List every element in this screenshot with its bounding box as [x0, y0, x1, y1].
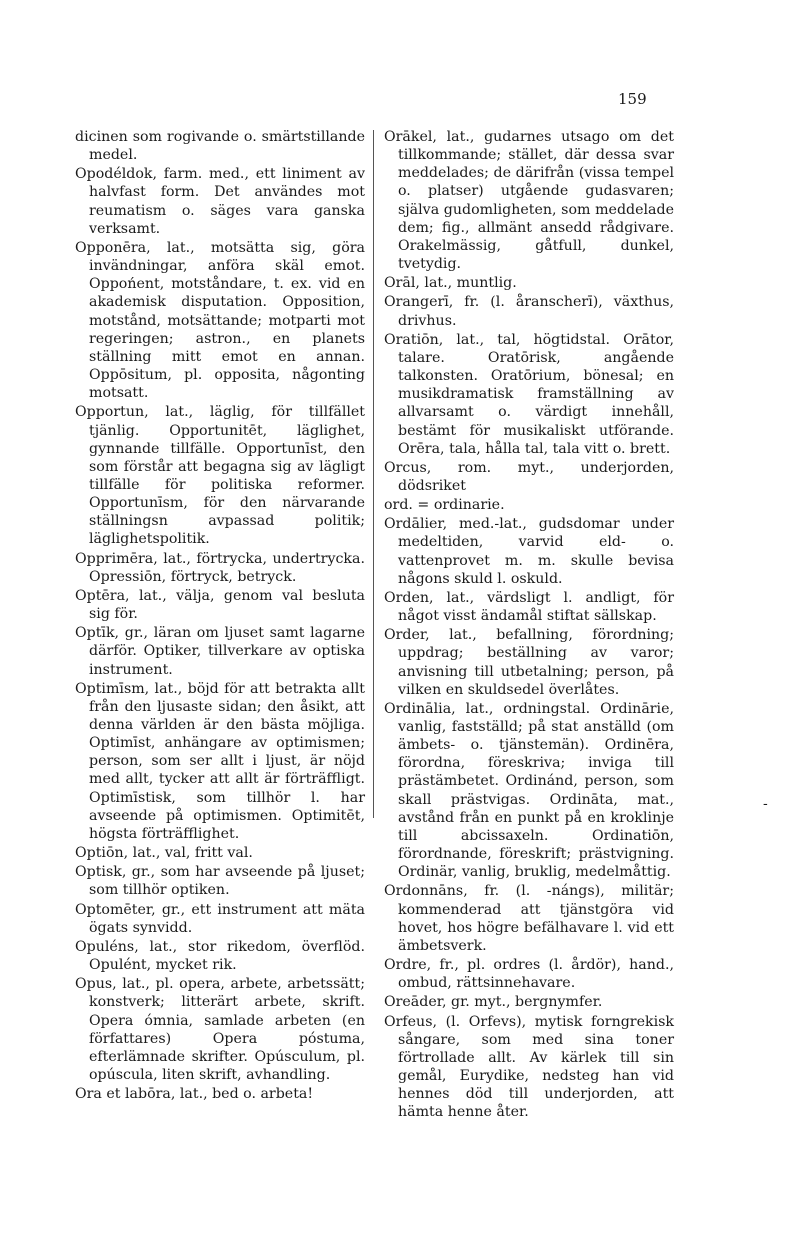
- entry: Orfeus, (l. Orfevs), mytisk forngrekisk sångare, som med sina toner förtrollade allt. Av kärlek till sin gemål, Eurydike, nedsteg han vid hennes död till underjorden, att hämta henne åter.: [384, 1013, 674, 1121]
- entry: ord. = ordinarie.: [384, 497, 505, 514]
- page-number: 159: [618, 90, 647, 108]
- entry: Optomēter, gr., ett instrument att mäta ögats synvidd.: [75, 901, 365, 936]
- entry: Optimīsm, lat., böjd för att betrakta allt från den ljusaste sidan; den åsikt, att denna världen är den bästa möjliga. Optimīst, anhängare av optimismen; person, som ser allt i ljust, är nöjd med allt, tycker att allt är förträffligt. Optimīstisk, som tillhör l. har avseende på optimismen. Optimitēt, högsta förträfflighet.: [75, 680, 365, 842]
- left-column: [75, 128, 365, 1104]
- entry: Optīk, gr., läran om ljuset samt lagarne därför. Optiker, tillverkare av optiska instrument.: [75, 625, 365, 678]
- entry: Ordālier, med.-lat., gudsdomar under medeltiden, varvid eld- o. vattenprovet m. m. skulle bevisa någons skuld l. oskuld.: [384, 516, 674, 587]
- entry: Ordinālia, lat., ordningstal. Ordinārie, vanlig, fastställd; på stat anställd (om ämbets- o. tjänstemän). Ordinēra, förordna, föreskriva; inviga till prästämbetet. Ordinánd, person, som skall prästvigas. Ordināta, mat., avstånd från en punkt på en kroklinje till abcissaxeln. Ordinatiōn, förordnande, föreskrift; prästvigning. Ordinär, vanlig, bruklig, medelmåttig.: [384, 700, 674, 881]
- entry: Opprimēra, lat., förtrycka, undertrycka. Opressiōn, förtryck, betryck.: [75, 550, 365, 585]
- entry: Oratiōn, lat., tal, högtidstal. Orātor, talare. Oratōrisk, angående talkonsten. Oratōrium, bönesal; en musikdramatisk framställning av allvarsamt o. värdigt innehåll, bestämt för musikaliskt utförande. Orēra, tala, hålla tal, tala vitt o. brett.: [384, 331, 674, 457]
- entry: Orāl, lat., muntlig.: [384, 275, 517, 292]
- entry: Optiōn, lat., val, fritt val.: [75, 845, 253, 862]
- column-divider: [373, 130, 374, 818]
- entry: Ordre, fr., pl. ordres (l. årdör), hand., ombud, rättsinnehavare.: [384, 957, 674, 992]
- entry: Ordonnāns, fr. (l. -nángs), militär; kommenderad att tjänstgöra vid hovet, hos högre befälhavare l. vid ett ämbetsverk.: [384, 883, 674, 954]
- entry: Opuléns, lat., stor rikedom, överflöd. Opulént, mycket rik.: [75, 938, 365, 974]
- ink-mark: -: [763, 796, 768, 812]
- entry: Optēra, lat., välja, genom val besluta sig för.: [75, 587, 365, 623]
- entry: Opportun, lat., läglig, för tillfället tjänlig. Opportunitēt, läglighet, gynnande tillfälle. Opportunīst, den som förstår att begagna sig av lägligt tillfälle för politiska reformer. Opportunīsm, för den närvarande ställningsn avpassad politik; läglighetspolitik.: [75, 404, 365, 548]
- entry: Orākel, lat., gudarnes utsago om det tillkommande; stället, där dessa svar meddelades; de därifrån (vissa tempel o. platser) utgående gudasvaren; själva gudomligheten, som meddelade dem; fig., allmänt ansedd rådgivare. Orakelmässig, gåtfull, dunkel, tvetydig.: [384, 129, 674, 273]
- entry: Order, lat., befallning, förordning; uppdrag; beställning av varor; anvisning till utbetalning; person, på vilken en skuldsedel överlåtes.: [384, 627, 674, 698]
- entry: Opodéldok, farm. med., ett liniment av halvfast form. Det användes mot reumatism o. säges vara ganska verksamt.: [75, 166, 365, 237]
- entry: Orden, lat., värdsligt l. andligt, för något visst ändamål stiftat sällskap.: [384, 589, 674, 625]
- entry: dicinen som rogivande o. smärtstillande medel.: [75, 129, 365, 164]
- entry: Opponēra, lat., motsätta sig, göra invändningar, anföra skäl emot. Oppońent, motståndare, t. ex. vid en akademisk disputation. Opposition, motstånd, motsättande; motparti mot regeringen; astron., en planets ställning mitt emot en annan. Oppōsitum, pl. opposita, någonting motsatt.: [75, 239, 365, 402]
- entry: Optisk, gr., som har avseende på ljuset; som tillhör optiken.: [75, 864, 365, 899]
- entry: Oreāder, gr. myt., bergnymfer.: [384, 994, 603, 1011]
- entry: Ora et labōra, lat., bed o. arbeta!: [75, 1086, 314, 1103]
- entry: Orcus, rom. myt., underjorden, dödsriket: [384, 459, 674, 494]
- entry: Orangerī, fr. (l. åranscherī), växthus, drivhus.: [384, 294, 674, 329]
- entry: Opus, lat., pl. opera, arbete, arbetssätt; konstverk; litterärt arbete, skrift. Opera ómnia, samlade arbeten (en författares) Opera póstuma, efterlämnade skrifter. Opúsculum, pl. opúscula, liten skrift, avhandling.: [75, 976, 365, 1083]
- right-column: [384, 128, 674, 1122]
